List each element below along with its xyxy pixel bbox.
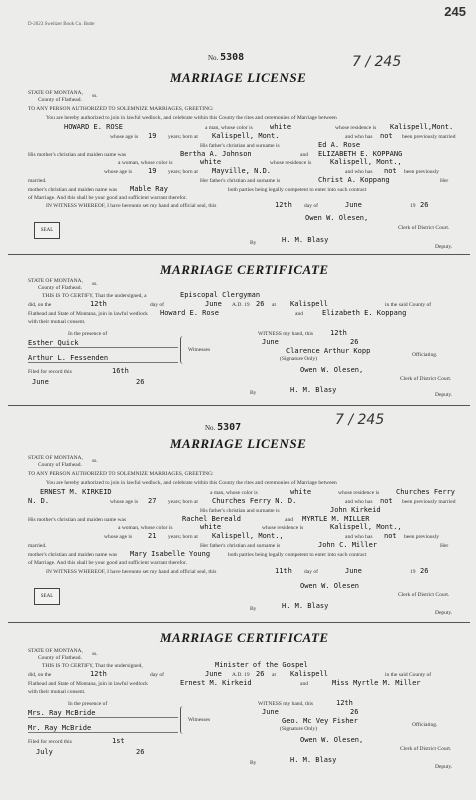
day-of-label: day of <box>150 672 164 678</box>
marriage-day: 12th <box>90 670 107 678</box>
bride-not: not <box>384 532 397 540</box>
witness-hand-label: WITNESS my hand, this <box>258 701 313 707</box>
issue-month: June <box>345 567 362 575</box>
clerk-signature: Owen W. Olesen, <box>300 366 364 374</box>
clerk-title: Clerk of District Court. <box>400 746 452 752</box>
bride-born-label: years; born at <box>168 169 198 175</box>
license-title: MARRIAGE LICENSE <box>170 70 307 85</box>
marriage-place: Kalispell <box>290 670 328 678</box>
witness-whereof: IN WITNESS WHEREOF, I have hereunto set my hand and official seal, this <box>46 203 217 209</box>
state-label: STATE OF MONTANA, <box>28 90 83 96</box>
witness-2-line <box>28 732 178 733</box>
bride-age-label: whose age is <box>104 534 133 540</box>
groom-not: not <box>380 497 393 505</box>
state-label: STATE OF MONTANA, <box>28 455 83 461</box>
in-county-label: in the said County of <box>385 302 432 308</box>
year-prefix: 19 <box>410 203 416 209</box>
bride-who-has-label: and who has <box>345 169 373 175</box>
ss-label: ss. <box>92 93 98 99</box>
deputy-title: Deputy. <box>435 392 453 398</box>
witness-day: 12th <box>336 699 353 707</box>
deputy-title: Deputy. <box>435 610 453 616</box>
married-label: married. <box>28 543 47 549</box>
certify-text: THIS IS TO CERTIFY, That the undersigned, a <box>42 293 147 299</box>
by-label: By <box>250 760 257 766</box>
deputy-signature: H. M. Blasy <box>282 236 329 244</box>
clerk-title: Clerk of District Court. <box>400 376 452 382</box>
groom-age: 19 <box>148 132 157 140</box>
license-title: MARRIAGE LICENSE <box>170 436 307 451</box>
man-color-label: a man, whose color is <box>210 490 258 496</box>
flathead-text: Flathead and State of Montana, join in lawful wedlock <box>28 681 148 687</box>
her-label: Her <box>440 178 449 184</box>
cert-bride: Miss Myrtle M. Miller <box>332 679 421 687</box>
warrant-text: of Marriage. And this shall be your good and sufficient warrant therefor. <box>28 560 187 566</box>
witness-brace <box>180 336 185 364</box>
bride-birthplace: Kalispell, Mont., <box>212 532 284 540</box>
ss-label: ss. <box>92 651 98 657</box>
ss-label: ss. <box>92 281 98 287</box>
who-has-label: and who has <box>345 499 373 505</box>
bride-age-label: whose age is <box>104 169 133 175</box>
pencil-note: 7 / 245 <box>352 54 402 70</box>
witness-day: 12th <box>330 329 347 337</box>
married-label: married. <box>28 178 47 184</box>
clerk-signature: Owen W. Olesen, <box>305 214 369 222</box>
flathead-text: Flathead and State of Montana, join in lawful wedlock <box>28 311 148 317</box>
groom-father: John Kirkeid <box>330 506 381 514</box>
groom-mother-label: His mother's christian and maiden name was <box>28 517 127 523</box>
bride-mother: Mary Isabelle Young <box>130 550 211 558</box>
groom-mother-label: His mother's christian and maiden name was <box>28 152 127 158</box>
deputy-title: Deputy. <box>435 764 453 770</box>
bride-not: not <box>384 167 397 175</box>
filed-year: 26 <box>136 378 145 386</box>
cert-groom: Ernest M. Kirkeid <box>180 679 252 687</box>
groom-name: ERNEST M. KIRKEID <box>40 488 112 496</box>
by-label: By <box>250 606 257 612</box>
license-number-label: No. <box>205 424 216 432</box>
ad-label: A.D. 19 <box>232 672 250 678</box>
certificate-title: MARRIAGE CERTIFICATE <box>160 630 329 645</box>
issue-year: 26 <box>420 201 429 209</box>
county-label: County of Flathead. <box>38 462 82 468</box>
officiating-label: Officiating. <box>412 352 438 358</box>
groom-birthplace: Kalispell, Mont. <box>212 132 280 140</box>
bride-who-has-label: and who has <box>345 534 373 540</box>
witnesses-label: Witnesses <box>188 347 211 353</box>
consent-text: with their mutual consent. <box>28 689 86 695</box>
and-label: and <box>295 311 303 317</box>
competent-text: both parties being legally competent to enter into such contract <box>228 187 367 193</box>
witness-year: 26 <box>350 708 359 716</box>
state-label: STATE OF MONTANA, <box>28 648 83 654</box>
in-county-label: in the said County of <box>385 672 432 678</box>
residence-label: whose residence is <box>338 490 380 496</box>
county-label: County of Flathead. <box>38 655 82 661</box>
marriage-day: 12th <box>90 300 107 308</box>
groom-name: HOWARD E. ROSE <box>64 123 124 131</box>
filed-label: Filed for record this <box>28 369 72 375</box>
bride-mother-label: mother's christian and maiden name was <box>28 552 118 558</box>
groom-age: 27 <box>148 497 157 505</box>
filed-month: June <box>32 378 49 386</box>
issue-year: 26 <box>420 567 429 575</box>
at-label: at <box>272 672 276 678</box>
day-of-label: day of <box>304 203 318 209</box>
witness-year: 26 <box>350 338 359 346</box>
certificate-title: MARRIAGE CERTIFICATE <box>160 262 329 277</box>
consent-text: with their mutual consent. <box>28 319 86 325</box>
witness-1: Esther Quick <box>28 339 79 347</box>
marriage-year: 26 <box>256 670 265 678</box>
marriage-place: Kalispell <box>290 300 328 308</box>
clerk-signature: Owen W. Olesen <box>300 582 360 590</box>
bride-father-label: Her father's christian and surname is <box>200 543 281 549</box>
section-divider <box>8 622 470 623</box>
license-number-value: 5308 <box>220 52 245 63</box>
witness-2: Arthur L. Fessenden <box>28 354 109 362</box>
groom-mother: Bertha A. Johnson <box>180 150 252 158</box>
issue-month: June <box>345 201 362 209</box>
by-label: By <box>250 390 257 396</box>
groom-residence: Kalispell,Mont. <box>390 123 454 131</box>
ad-label: A.D. 19 <box>232 302 250 308</box>
filed-month: July <box>36 748 53 756</box>
bride-color: white <box>200 158 222 166</box>
groom-color: white <box>290 488 312 496</box>
bride-father: Christ A. Koppang <box>318 176 390 184</box>
deputy-title: Deputy. <box>435 244 453 250</box>
authorization-text: You are hereby authorized to join in lawful wedlock, and celebrate within this County the rites and ceremonies of Marriage between <box>46 115 337 121</box>
bride-age: 21 <box>148 532 157 540</box>
license-number-label: No. <box>208 54 219 62</box>
and-label: and <box>300 152 308 158</box>
witness-month: June <box>262 338 279 346</box>
deputy-signature: H. M. Blasy <box>290 756 337 764</box>
her-label: Her <box>440 543 449 549</box>
page-number: 245 <box>444 4 466 19</box>
officiating-label: Officiating. <box>412 722 438 728</box>
man-color-label: a man, whose color is <box>205 125 253 131</box>
bride-residence: Kalispell, Mont., <box>330 158 402 166</box>
witness-2: Mr. Ray McBride <box>28 724 92 732</box>
witness-hand-label: WITNESS my hand, this <box>258 331 313 337</box>
pencil-note: 7 / 245 <box>335 412 385 428</box>
section-divider <box>8 254 470 255</box>
day-of-label: day of <box>304 569 318 575</box>
who-has-label: and who has <box>345 134 373 140</box>
witnesses-label: Witnesses <box>188 717 211 723</box>
section-divider <box>8 405 470 406</box>
groom-birthplace: Churches Ferry N. D. <box>212 497 297 505</box>
filed-label: Filed for record this <box>28 739 72 745</box>
residence-label: whose residence is <box>335 125 377 131</box>
officiant-signature: Geo. Mc Vey Fisher <box>282 717 358 725</box>
marriage-year: 26 <box>256 300 265 308</box>
age-label: whose age is <box>110 499 139 505</box>
bride-birthplace: Mayville, N.D. <box>212 167 272 175</box>
groom-father-label: His father's christian and surname is <box>200 143 280 149</box>
bride-father: John C. Miller <box>318 541 378 549</box>
bride-residence: Kalispell, Mont., <box>330 523 402 531</box>
clerk-title: Clerk of District Court. <box>398 225 450 231</box>
deputy-signature: H. M. Blasy <box>290 386 337 394</box>
groom-not: not <box>380 132 393 140</box>
warrant-text: of Marriage. And this shall be your good and sufficient warrant therefor. <box>28 195 187 201</box>
at-label: at <box>272 302 276 308</box>
license-number <box>208 52 244 63</box>
prev-married-label: been previously married <box>402 134 456 140</box>
and-label: and <box>285 517 293 523</box>
groom-residence-state: N. D. <box>28 497 50 505</box>
witness-2-line <box>28 362 178 363</box>
issue-day: 12th <box>275 201 292 209</box>
filed-day: 1st <box>112 737 125 745</box>
and-label: and <box>300 681 308 687</box>
did-on-label: did, on the <box>28 672 52 678</box>
groom-mother: Rachel Bereald <box>182 515 242 523</box>
officiant-type: Episcopal Clergyman <box>180 291 261 299</box>
county-label: County of Flathead. <box>38 97 82 103</box>
issue-day: 11th <box>275 567 292 575</box>
state-label: STATE OF MONTANA, <box>28 278 83 284</box>
witness-brace <box>180 706 185 734</box>
seal-box: SEAL <box>34 222 60 239</box>
day-of-label: day of <box>150 302 164 308</box>
witness-1-line <box>28 717 178 718</box>
bride-father-label: Her father's christian and surname is <box>200 178 281 184</box>
presence-label: In the presence of <box>68 701 108 707</box>
groom-residence: Churches Ferry <box>396 488 456 496</box>
bride-mother: Mable Ray <box>130 185 168 193</box>
cert-bride: Elizabeth E. Koppang <box>322 309 407 317</box>
cert-groom: Howard E. Rose <box>160 309 220 317</box>
bride-name: ELIZABETH E. KOPPANG <box>318 150 403 158</box>
clerk-title: Clerk of District Court. <box>398 592 450 598</box>
filed-day: 16th <box>112 367 129 375</box>
greeting: TO ANY PERSON AUTHORIZED TO SOLEMNIZE MARRIAGES, GREETING: <box>28 106 214 112</box>
woman-color-label: a woman, whose color is <box>118 525 173 531</box>
bride-color: white <box>200 523 222 531</box>
did-on-label: did, on the <box>28 302 52 308</box>
license-number-value: 5307 <box>217 422 242 433</box>
marriage-month: June <box>205 670 222 678</box>
bride-residence-label: whose residence is <box>262 525 304 531</box>
bride-residence-label: whose residence is <box>270 160 312 166</box>
bride-prev-label: been previously <box>404 169 439 175</box>
bride-name: MYRTLE M. MILLER <box>302 515 370 523</box>
deputy-signature: H. M. Blasy <box>282 602 329 610</box>
groom-color: white <box>270 123 292 131</box>
officiant-signature: Clarence Arthur Kopp <box>286 347 371 355</box>
groom-father: Ed A. Rose <box>318 141 361 149</box>
officiant-type: Minister of the Gospel <box>215 661 308 669</box>
year-prefix: 19 <box>410 569 416 575</box>
bride-prev-label: been previously <box>404 534 439 540</box>
filed-year: 26 <box>136 748 145 756</box>
seal-box: SEAL <box>34 588 60 605</box>
groom-father-label: His father's christian and surname is <box>200 508 280 514</box>
license-number <box>205 422 241 433</box>
bride-age: 19 <box>148 167 157 175</box>
age-label: whose age is <box>110 134 139 140</box>
greeting: TO ANY PERSON AUTHORIZED TO SOLEMNIZE MARRIAGES, GREETING: <box>28 471 214 477</box>
by-label: By <box>250 240 257 246</box>
certify-text: THIS IS TO CERTIFY, That the undersigned, <box>42 663 143 669</box>
county-label: County of Flathead. <box>38 285 82 291</box>
signature-only-label: (Signature Only) <box>280 356 318 362</box>
authorization-text: You are hereby authorized to join in lawful wedlock, and celebrate within this County the rites and ceremonies of Marriage between <box>46 480 337 486</box>
witness-whereof: IN WITNESS WHEREOF, I have hereunto set my hand and official seal, this <box>46 569 217 575</box>
ss-label: ss. <box>92 458 98 464</box>
clerk-signature: Owen W. Olesen, <box>300 736 364 744</box>
presence-label: In the presence of <box>68 331 108 337</box>
woman-color-label: a woman, whose color is <box>118 160 173 166</box>
witness-1-line <box>28 347 178 348</box>
born-label: years; born at <box>168 134 198 140</box>
witness-1: Mrs. Ray McBride <box>28 709 96 717</box>
bride-mother-label: mother's christian and maiden name was <box>28 187 118 193</box>
signature-only-label: (Signature Only) <box>280 726 318 732</box>
competent-text: both parties being legally competent to enter into such contract <box>228 552 367 558</box>
born-label: years; born at <box>168 499 198 505</box>
witness-month: June <box>262 708 279 716</box>
printer-imprint: D-2023 Sweitzer Book Co. Butte <box>28 22 95 27</box>
bride-born-label: years; born at <box>168 534 198 540</box>
prev-married-label: been previously married <box>402 499 456 505</box>
marriage-month: June <box>205 300 222 308</box>
